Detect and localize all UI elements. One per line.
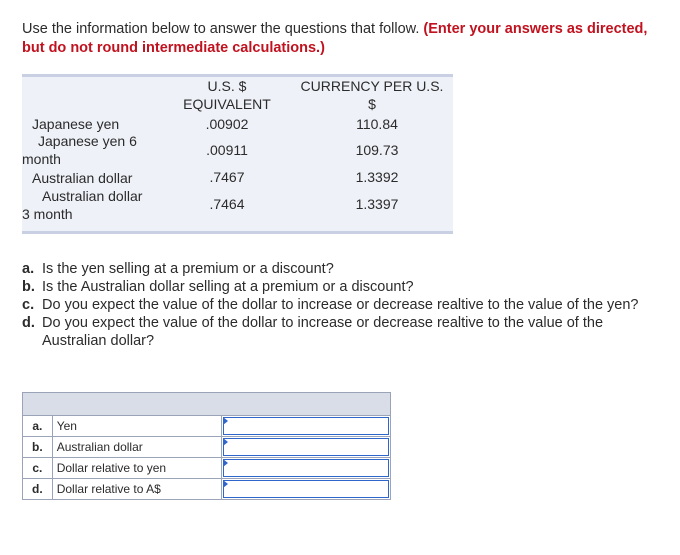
rate-usd-equivalent: .00902 (205, 116, 249, 132)
question-key: a. (22, 261, 35, 277)
answer-key: c. (23, 458, 53, 479)
row-label-japanese-yen-6-month: Japanese yen 6 (38, 133, 137, 149)
header-usd-line2: EQUIVALENT (183, 96, 271, 112)
input-flag-icon (223, 438, 228, 446)
row-label-australian-dollar: Australian dollar (32, 170, 133, 186)
answer-label: Dollar relative to A$ (52, 479, 221, 500)
answer-input-dollar-vs-yen[interactable] (223, 459, 389, 477)
input-flag-icon (223, 459, 228, 467)
answer-input-dollar-vs-aud[interactable] (223, 480, 389, 498)
question-item (22, 260, 652, 278)
header-usd-equivalent (172, 77, 282, 113)
row-label-australian-dollar-3-month-line2: 3 month (22, 206, 73, 222)
question-text: Do you expect the value of the dollar to increase or decrease realtive to the value of the yen? (42, 297, 639, 313)
answer-row (23, 437, 391, 458)
answer-key: d. (23, 479, 53, 500)
answer-input-cell (222, 437, 391, 458)
answer-table (22, 392, 391, 500)
rate-usd-equivalent: .7467 (209, 169, 245, 185)
question-text: Do you expect the value of the dollar to increase or decrease realtive to the value of the Australian dollar? (42, 315, 604, 349)
input-flag-icon (223, 417, 228, 425)
question-text: Is the Australian dollar selling at a premium or a discount? (42, 279, 414, 295)
rate-per-usd: 110.84 (356, 116, 398, 132)
header-cpu-line2: $ (368, 96, 376, 112)
answer-table-header-cell (23, 393, 391, 416)
answer-input-cell (222, 479, 391, 500)
row-label-japanese-yen: Japanese yen (32, 116, 120, 132)
header-currency-per-usd (292, 77, 452, 113)
answer-table-header (23, 393, 391, 416)
question-text: Is the yen selling at a premium or a discount? (42, 261, 334, 277)
rate-per-usd: 109.73 (355, 142, 399, 158)
input-flag-icon (223, 480, 228, 488)
row-label-australian-dollar-3-month: Australian dollar (42, 188, 143, 204)
rate-usd-equivalent: .00911 (206, 142, 248, 158)
answer-label: Australian dollar (52, 437, 221, 458)
instructions (22, 20, 652, 58)
answer-row (23, 458, 391, 479)
rate-usd-equivalent: .7464 (209, 196, 245, 212)
question-key: d. (22, 315, 35, 331)
answer-key: b. (23, 437, 53, 458)
question-key: c. (22, 297, 35, 313)
answer-input-cell (222, 416, 391, 437)
answer-input-australian-dollar[interactable] (223, 438, 389, 456)
instructions-warning: (Enter your answers as directed, but do not round intermediate calculations.) (22, 21, 648, 56)
question-item (22, 278, 652, 296)
rate-per-usd: 1.3392 (355, 169, 399, 185)
answer-label: Yen (52, 416, 221, 437)
question-key: b. (22, 279, 35, 295)
exchange-rate-table (22, 74, 453, 234)
header-usd-line1: U.S. $ (207, 78, 247, 94)
question-item (22, 314, 652, 350)
instructions-text: Use the information below to answer the questions that follow. (22, 21, 424, 37)
rate-per-usd: 1.3397 (355, 196, 399, 212)
answer-row (23, 416, 391, 437)
answer-input-yen[interactable] (223, 417, 389, 435)
row-label-japanese-yen-6-month-line2: month (22, 151, 61, 167)
question-list (22, 260, 652, 350)
header-cpu-line1: CURRENCY PER U.S. (300, 78, 444, 94)
answer-key: a. (23, 416, 53, 437)
answer-input-cell (222, 458, 391, 479)
question-item (22, 296, 652, 314)
answer-label: Dollar relative to yen (52, 458, 221, 479)
answer-row (23, 479, 391, 500)
